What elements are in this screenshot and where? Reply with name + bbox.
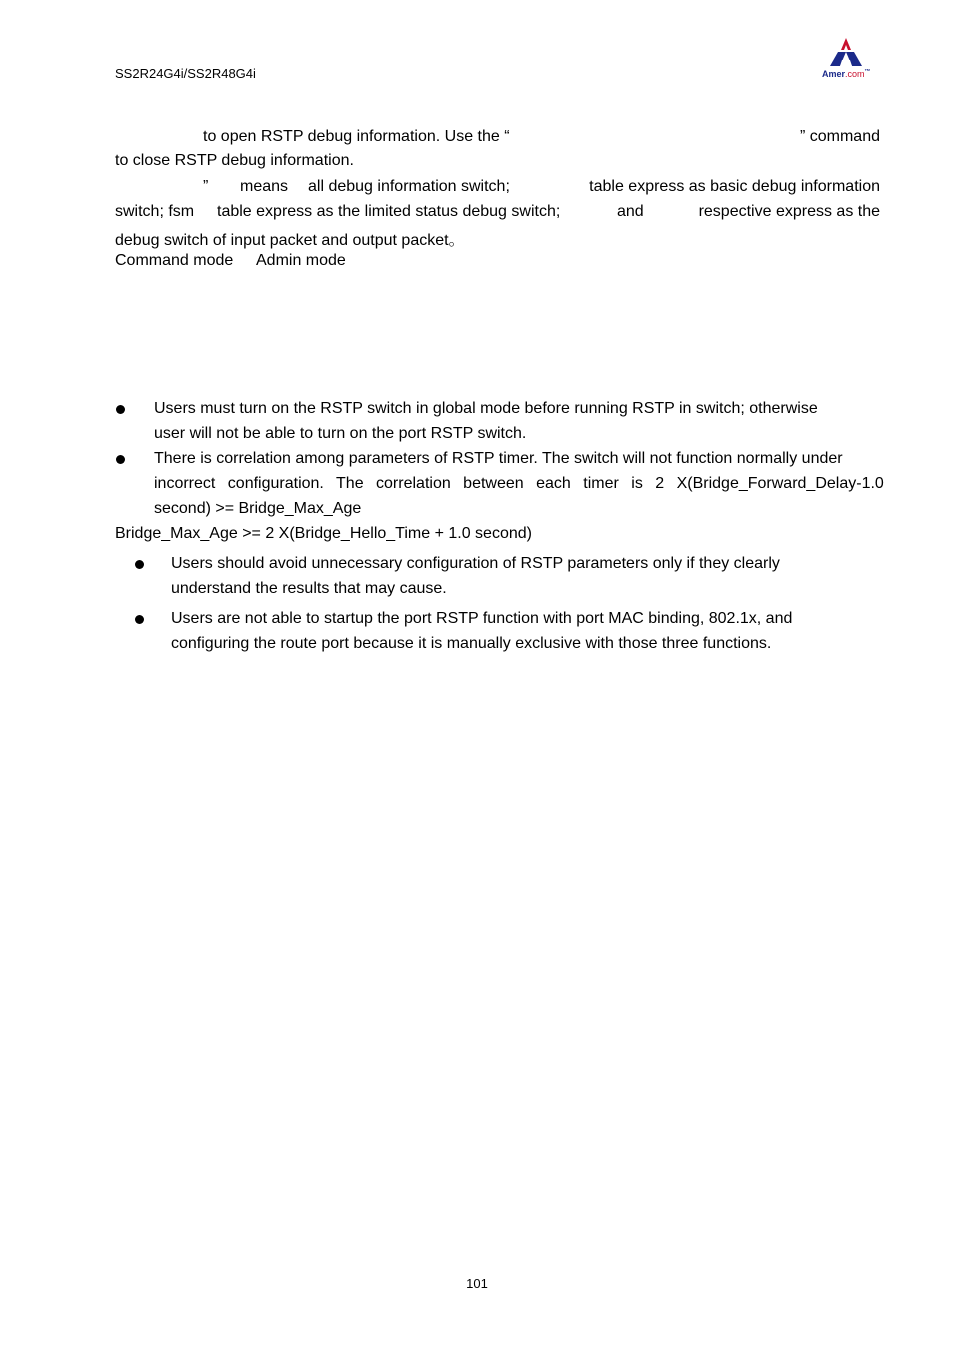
note-2-line-2: incorrect configuration. The correlation between each timer is 2 X(Bridge_Forward_Delay-1.0 [154, 475, 884, 492]
note-1-line-1-justified: Users must turn on the RSTP switch in global mode before running RSTP in switch; otherwise [154, 400, 818, 417]
logo-wordmark: Amer.com™ [822, 69, 871, 79]
intro-line-5: debug switch of input packet and output packet。 [115, 232, 465, 249]
note-4-line-2: configuring the route port because it is manually exclusive with those three functions. [171, 635, 772, 652]
note-1-line-2: user will not be able to turn on the port RSTP switch. [154, 425, 527, 442]
bullet-icon [135, 560, 144, 569]
note-4-line-1: Users are not able to startup the port RSTP function with port MAC binding, 802.1x, and [171, 610, 793, 627]
document-model-header: SS2R24G4i/SS2R48G4i [115, 66, 256, 81]
note-2-line-3: second) >= Bridge_Max_Age [154, 500, 362, 517]
note-3-line-2: understand the results that may cause. [171, 580, 447, 597]
bullet-icon [116, 455, 125, 464]
note-2-line-4: Bridge_Max_Age >= 2 X(Bridge_Hello_Time + 1.0 second) [115, 525, 532, 542]
amer-logo-icon [818, 36, 878, 72]
amer-logo [818, 36, 878, 82]
page-number: 101 [466, 1276, 488, 1291]
bullet-icon [135, 615, 144, 624]
bullet-icon [116, 405, 125, 414]
note-2-line-1: There is correlation among parameters of RSTP timer. The switch will not function normally under [154, 450, 843, 467]
note-1-line-1 [154, 400, 880, 418]
note-3-line-1: Users should avoid unnecessary configuration of RSTP parameters only if they clearly [171, 555, 780, 572]
intro-line-2: to close RSTP debug information. [115, 152, 354, 169]
